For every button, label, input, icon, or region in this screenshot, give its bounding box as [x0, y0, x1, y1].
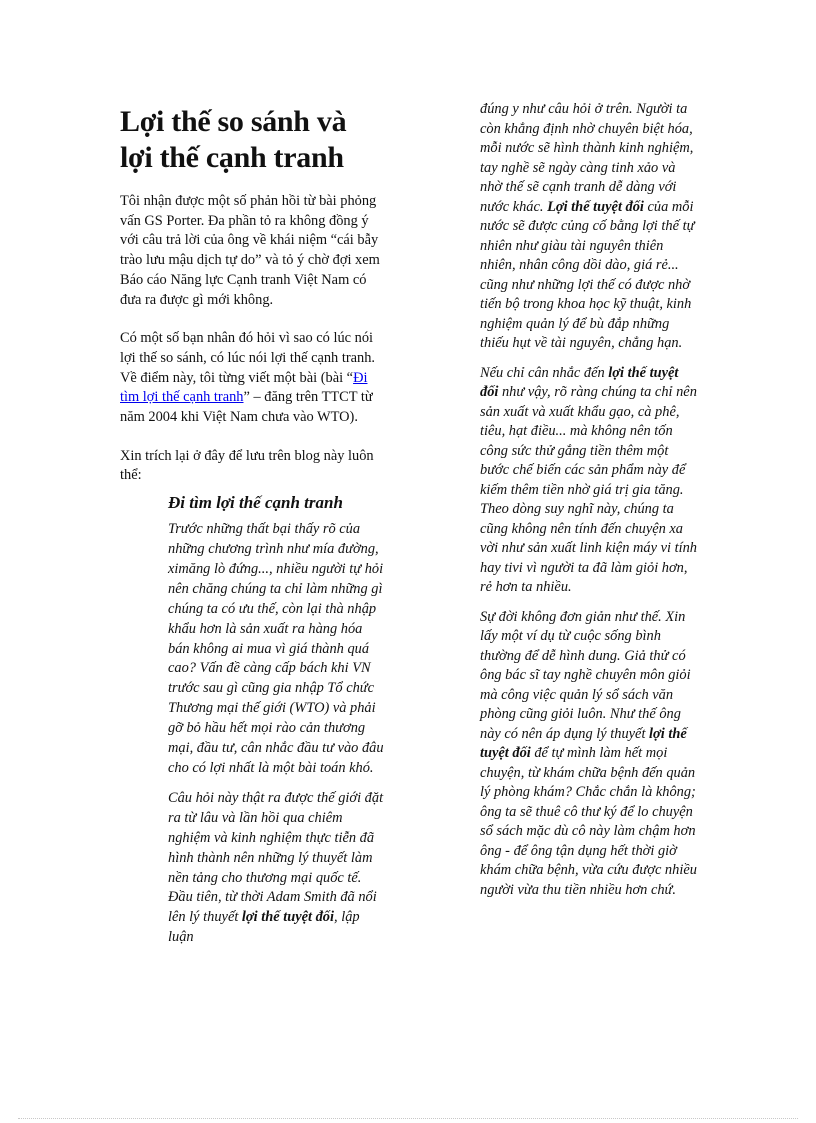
right-p1-before: đúng y như câu hỏi ở trên. Người ta còn khẳng định nhờ chuyên biệt hóa, mỗi nước sẽ hình thành kinh nghiệm, tay nghề sẽ ngày càng tinh xảo và nhờ thế sẽ cạnh tranh dễ dàng với nước khác.: [480, 101, 694, 215]
quoted-article: [168, 492, 384, 948]
right-paragraph-1: [480, 100, 700, 354]
right-p1-bold: Lợi thế tuyệt đối: [547, 198, 644, 215]
quote-heading: Đi tìm lợi thế cạnh tranh: [168, 493, 343, 513]
right-p1-after: của mỗi nước sẽ được củng cố bằng lợi thế tự nhiên như giàu tài nguyên thiên nhiên, nhân công dồi dào, giá rẻ... cũng như những lợi thế có được nhờ tiến bộ trong khoa học kỹ thuật, kinh nghiệm quản lý để bù đắp những thiếu hụt về tài nguyên, chẳng hạn.: [480, 198, 695, 351]
intro-p2-before: Có một số bạn nhân đó hỏi vì sao có lúc nói lợi thế so sánh, có lúc nói lợi thế cạnh tranh. Về điểm này, tôi từng viết một bài (bài “: [120, 330, 376, 386]
right-p2-after: như vậy, rõ ràng chúng ta chỉ nên sản xuất và xuất khẩu gạo, cà phê, tiêu, hạt điều... mà không nên tốn công sức thử gắng tiền thêm một bước chế biến các sản phẩm này để kiếm thêm tiền nhờ giá trị gia tăng. Theo dòng suy nghĩ này, chúng ta cũng không nên tính đến chuyện xa vời như sản xuất linh kiện máy vi tính hay tivi vì người ta đã làm giỏi hơn, rẻ hơn ta nhiều.: [480, 384, 697, 595]
intro-paragraph-1: Tôi nhận được một số phản hồi từ bài phỏng vấn GS Porter. Đa phần tỏ ra không đồng ý với câu trả lời của ông về khái niệm “cái bẫy trào lưu mậu dịch tự do” và tỏ ý chờ đợi xem Báo cáo Năng lực Cạnh tranh Việt Nam có đưa ra được gì mới không.: [120, 193, 380, 308]
quote-p2-after: , lập luận: [168, 909, 360, 946]
right-p2-before: Nếu chỉ cân nhắc đến: [480, 364, 609, 381]
intro-paragraph-2: [120, 329, 384, 428]
right-p3-before: Sự đời không đơn giản như thế. Xin lấy một ví dụ từ cuộc sống bình thường để dễ hình dung. Giả thử có ông bác sĩ tay nghề chuyên môn giỏi mà công việc quản lý sổ sách văn phòng cũng giỏi luôn. Như thế ông này có nên áp dụng lý thuyết: [480, 608, 691, 742]
quote-p2-bold: lợi thế tuyệt đối: [241, 909, 334, 926]
right-column: [480, 100, 700, 910]
page-bottom-divider: [18, 1118, 798, 1119]
quote-p2-before: Câu hỏi này thật ra được thế giới đặt ra từ lâu và lần hồi qua chiêm nghiệm và kinh nghiệm thực tiễn đã hình thành nên những lý thuyết làm nền tảng cho thương mại quốc tế. Đầu tiên, từ thời Adam Smith đã nổi lên lý thuyết: [168, 789, 384, 926]
intro-p2-after: ” – đăng trên TTCT từ năm 2004 khi Việt Nam chưa vào WTO).: [120, 389, 373, 426]
right-p2-bold: lợi thế tuyệt đối: [480, 364, 679, 400]
right-p3-after: để tự mình làm hết mọi chuyện, từ khám chữa bệnh đến quản lý phòng khám? Chắc chắn là không; ông ta sẽ thuê cô thư ký để lo chuyện sổ sách mặc dù cô này làm chậm hơn ông - để ông tận dụng hết thời giờ khám chữa bệnh, vừa cứu được nhiều người vừa thu tiền nhiều hơn chứ.: [480, 745, 697, 898]
quote-paragraph-1: Trước những thất bại thấy rõ của những chương trình như mía đường, ximăng lò đứng..., nhiều người tự hỏi nên chăng chúng ta chỉ làm những gì chúng ta có ưu thế, còn lại thà nhập khẩu hơn là sản xuất ra hàng hóa bán không ai mua vì giá thành quá cao? Vấn đề càng cấp bách khi VN trước sau gì cũng gia nhập Tổ chức Thương mại thế giới (WTO) và phải gỡ bỏ hầu hết mọi rào cản thương mại, đầu tư, cân nhắc đầu tư vào đâu cho có lợi nhất là một bài toán khó.: [168, 521, 384, 777]
article-title: Lợi thế so sánh và lợi thế cạnh tranh: [120, 105, 347, 174]
quote-paragraph-2: [168, 789, 384, 948]
intro-paragraph-3: Xin trích lại ở đây để lưu trên blog này luôn thể:: [120, 447, 374, 484]
left-column: [120, 104, 384, 958]
right-paragraph-2: [480, 364, 700, 598]
right-p3-bold: lợi thế tuyệt đối: [480, 725, 687, 761]
right-paragraph-3: [480, 608, 700, 901]
article-link[interactable]: Đi tìm lợi thế cạnh tranh: [120, 369, 368, 406]
